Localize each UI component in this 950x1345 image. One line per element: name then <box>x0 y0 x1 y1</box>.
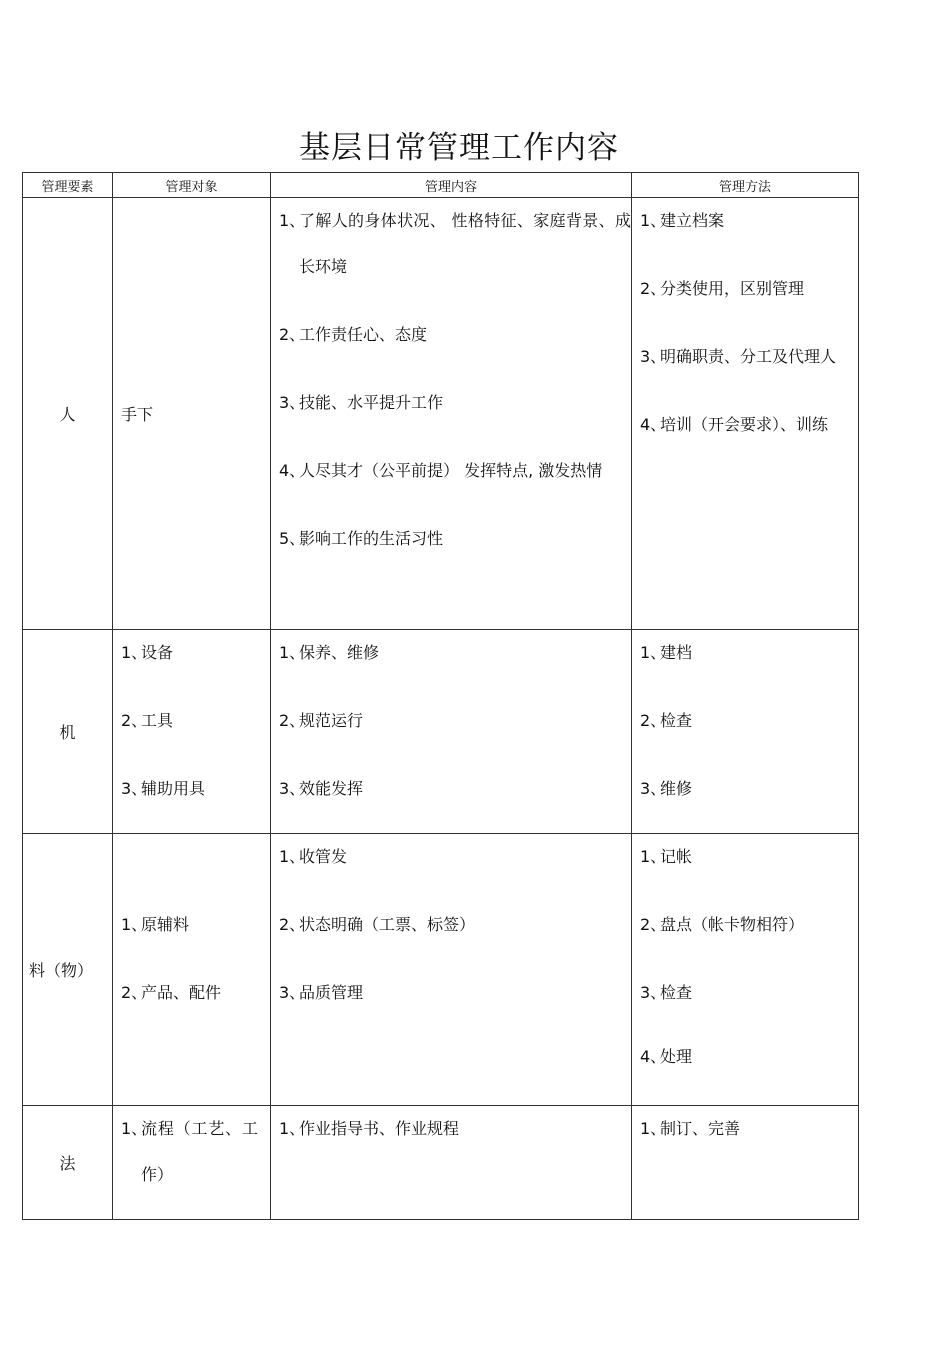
list-item: 2、 产品、配件 <box>121 982 222 1002</box>
list-item: 2、 工作责任心、态度 <box>279 325 428 344</box>
row-contents <box>271 630 632 834</box>
list-item: 5、 影响工作的生活习性 <box>279 529 444 548</box>
row-objects <box>113 198 271 630</box>
object-text: 手下 <box>121 405 154 424</box>
list-item: 3、 维修 <box>640 779 693 798</box>
row-element: 机 <box>23 630 113 834</box>
row-element: 料（物） <box>23 834 113 1106</box>
list-item: 1、 设备 <box>121 643 174 662</box>
table-header-row <box>23 173 859 198</box>
list-item: 2、 规范运行 <box>279 711 364 730</box>
row-element: 法 <box>23 1106 113 1220</box>
list-item: 1、 建立档案 <box>640 211 725 230</box>
row-methods <box>632 834 859 1106</box>
list-item: 4、 人尽其才（公平前提） 发挥特点, 激发热情 <box>279 461 603 480</box>
table-row <box>23 198 859 630</box>
row-element: 人 <box>23 198 113 630</box>
list-item: 1、 建档 <box>640 643 693 662</box>
list-item: 3、 技能、水平提升工作 <box>279 393 444 412</box>
row-objects <box>113 834 271 1106</box>
row-methods <box>632 630 859 834</box>
management-table <box>22 172 859 1220</box>
table-row <box>23 1106 859 1220</box>
list-item: 1、 了解人的身体状况、 性格特征、家庭背景、成长环境 <box>279 211 631 276</box>
list-item: 1、 流程（工艺、工作） <box>121 1119 258 1184</box>
list-item: 3、 效能发挥 <box>279 779 364 798</box>
list-item: 2、 检查 <box>640 711 693 730</box>
row-contents <box>271 1106 632 1220</box>
list-item: 4、 处理 <box>640 1047 693 1066</box>
header-content: 管理内容 <box>271 173 632 198</box>
header-object: 管理对象 <box>113 173 271 198</box>
list-item: 3、 检查 <box>640 983 693 1002</box>
list-item: 3、 辅助用具 <box>121 779 206 798</box>
row-methods <box>632 1106 859 1220</box>
list-item: 4、 培训（开会要求）、训练 <box>640 415 829 434</box>
list-item: 3、 明确职责、分工及代理人 <box>640 347 837 366</box>
document-title: 基层日常管理工作内容 <box>299 130 619 166</box>
table-row <box>23 834 859 1106</box>
list-item: 1、 记帐 <box>640 847 693 866</box>
list-item: 2、 盘点（帐卡物相符） <box>640 915 805 934</box>
list-item: 1、 原辅料 <box>121 914 190 934</box>
row-contents <box>271 198 632 630</box>
table-row <box>23 630 859 834</box>
header-method: 管理方法 <box>632 173 859 198</box>
row-objects <box>113 1106 271 1220</box>
list-item: 3、 品质管理 <box>279 983 364 1002</box>
list-item: 1、 收管发 <box>279 847 348 866</box>
list-item: 2、 状态明确（工票、标签） <box>279 915 476 934</box>
list-item: 2、 分类使用，区别管理 <box>640 279 805 298</box>
list-item: 1、 保养、维修 <box>279 643 380 662</box>
row-methods <box>632 198 859 630</box>
list-item: 2、 工具 <box>121 711 174 730</box>
list-item: 1、 制订、完善 <box>640 1119 741 1138</box>
row-contents <box>271 834 632 1106</box>
list-item: 1、 作业指导书、作业规程 <box>279 1119 460 1138</box>
row-objects <box>113 630 271 834</box>
header-element: 管理要素 <box>23 173 113 198</box>
